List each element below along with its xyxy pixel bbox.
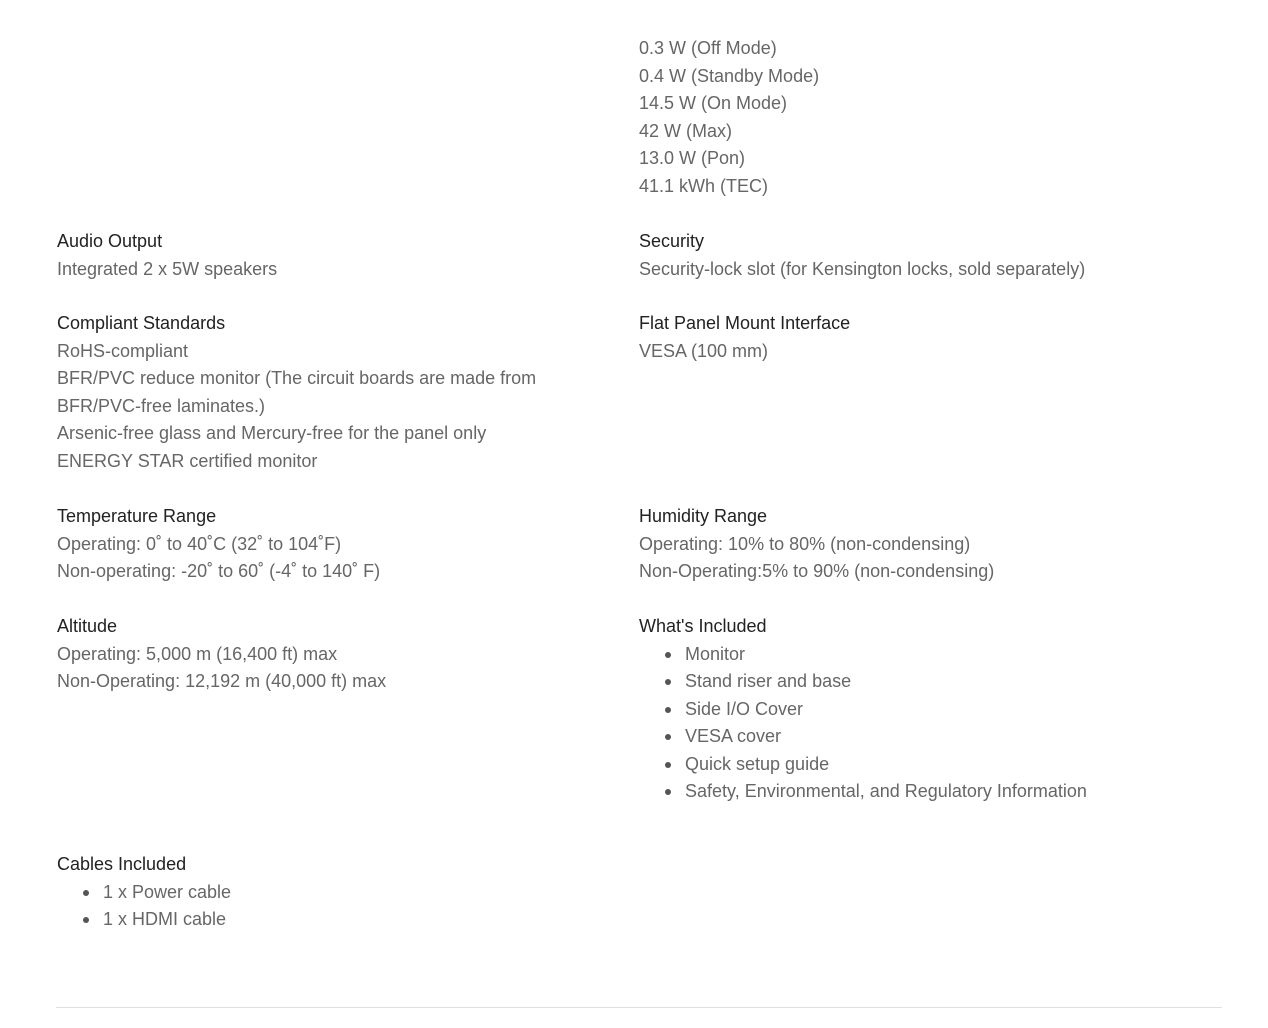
compliant-standards-title: Compliant Standards bbox=[57, 313, 226, 333]
temperature-operating: Operating: 0˚ to 40˚C (32˚ to 104˚F) bbox=[57, 533, 342, 554]
list-item bbox=[639, 778, 1219, 806]
list-item bbox=[639, 668, 1219, 696]
list-item-label: Safety, Environmental, and Regulatory Information bbox=[685, 781, 1087, 801]
cables-included-list bbox=[57, 879, 577, 934]
cables-included-title: Cables Included bbox=[57, 854, 187, 874]
cables-included-section bbox=[57, 851, 577, 934]
list-item-label: Monitor bbox=[685, 643, 746, 664]
whats-included-section bbox=[639, 613, 1219, 806]
list-item-label: 1 x Power cable bbox=[103, 881, 232, 902]
bullet-icon bbox=[665, 679, 671, 685]
bullet-icon bbox=[665, 762, 671, 768]
compliant-standards-line: BFR/PVC reduce monitor (The circuit boards are made from bbox=[57, 368, 537, 388]
compliant-standards-line: ENERGY STAR certified monitor bbox=[57, 450, 318, 471]
list-item bbox=[57, 906, 577, 934]
list-item-label: VESA cover bbox=[685, 726, 782, 746]
compliant-standards-section bbox=[57, 310, 577, 475]
whats-included-title: What's Included bbox=[639, 616, 767, 636]
altitude-section bbox=[57, 613, 577, 696]
power-off-mode: 0.3 W (Off Mode) bbox=[639, 38, 777, 58]
power-tec: 41.1 kWh (TEC) bbox=[639, 175, 769, 196]
humidity-range-title: Humidity Range bbox=[639, 506, 768, 526]
flat-panel-mount-title: Flat Panel Mount Interface bbox=[639, 313, 851, 333]
list-item bbox=[639, 641, 1219, 669]
compliant-standards-line: BFR/PVC-free laminates.) bbox=[57, 395, 266, 416]
audio-output-value: Integrated 2 x 5W speakers bbox=[57, 258, 278, 279]
bullet-icon bbox=[83, 890, 89, 896]
temperature-range-section bbox=[57, 503, 577, 586]
bullet-icon bbox=[83, 917, 89, 923]
temperature-range-title: Temperature Range bbox=[57, 506, 217, 526]
flat-panel-mount-section bbox=[639, 310, 1219, 365]
power-pon: 13.0 W (Pon) bbox=[639, 148, 746, 168]
bullet-icon bbox=[665, 789, 671, 795]
power-consumption-section bbox=[639, 35, 1219, 200]
altitude-operating: Operating: 5,000 m (16,400 ft) max bbox=[57, 643, 338, 664]
security-title: Security bbox=[639, 231, 705, 251]
list-item-label: 1 x HDMI cable bbox=[103, 909, 227, 929]
humidity-range-section bbox=[639, 503, 1219, 586]
bullet-icon bbox=[665, 734, 671, 740]
list-item-label: Stand riser and base bbox=[685, 671, 852, 691]
security-section bbox=[639, 228, 1219, 283]
list-item bbox=[639, 723, 1219, 751]
security-value: Security-lock slot (for Kensington locks, sold separately) bbox=[639, 258, 1086, 279]
list-item bbox=[57, 879, 577, 907]
audio-output-title: Audio Output bbox=[57, 231, 163, 251]
power-max: 42 W (Max) bbox=[639, 120, 733, 141]
list-item-label: Side I/O Cover bbox=[685, 698, 804, 719]
list-item-label: Quick setup guide bbox=[685, 753, 830, 774]
whats-included-list bbox=[639, 641, 1219, 806]
compliant-standards-line: RoHS-compliant bbox=[57, 340, 189, 361]
humidity-operating: Operating: 10% to 80% (non-condensing) bbox=[639, 533, 971, 554]
list-item bbox=[639, 751, 1219, 779]
temperature-non-operating: Non-operating: -20˚ to 60˚ (-4˚ to 140˚ F) bbox=[57, 561, 381, 581]
power-on-mode: 14.5 W (On Mode) bbox=[639, 93, 788, 113]
altitude-non-operating: Non-Operating: 12,192 m (40,000 ft) max bbox=[57, 671, 387, 691]
power-standby-mode: 0.4 W (Standby Mode) bbox=[639, 65, 820, 86]
bullet-icon bbox=[665, 707, 671, 713]
list-item bbox=[639, 696, 1219, 724]
altitude-title: Altitude bbox=[57, 616, 118, 636]
compliant-standards-line: Arsenic-free glass and Mercury-free for the panel only bbox=[57, 423, 487, 443]
flat-panel-mount-value: VESA (100 mm) bbox=[639, 340, 769, 361]
bullet-icon bbox=[665, 652, 671, 658]
humidity-non-operating: Non-Operating:5% to 90% (non-condensing) bbox=[639, 561, 995, 581]
audio-output-section bbox=[57, 228, 577, 283]
bottom-divider bbox=[56, 1007, 1222, 1008]
